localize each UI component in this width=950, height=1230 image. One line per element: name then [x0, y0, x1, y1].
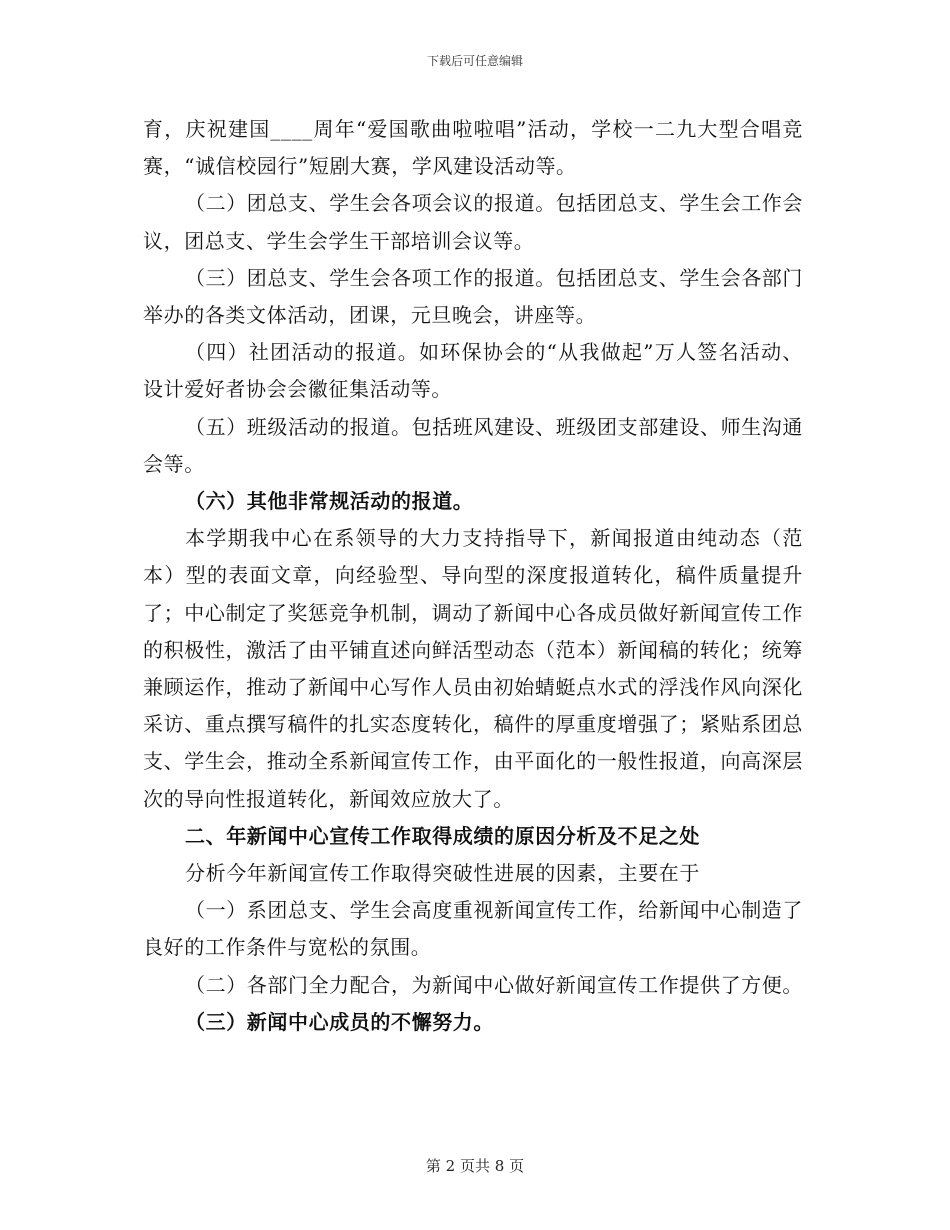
- document-body: [143, 111, 803, 1041]
- paragraph: 分析今年新闻宣传工作取得突破性进展的因素，主要在于: [185, 861, 700, 886]
- paragraph: 本学期我中心在系领导的大力支持指导下，新闻报道由纯动态（范本）型的表面文章，向经验型、导向型的深度报道转化，稿件质量提升了；中心制定了奖惩竞争机制，调动了新闻中心各成员做好新闻宣传工作的积极性，激活了由平铺直述向鲜活型动态（范本）新闻稿的转化；统筹兼顾运作，推动了新闻中心写作人员由初始蜻蜓点水式的浮浅作风向深化采访、重点撰写稿件的扎实态度转化，稿件的厚重度增强了；紧贴系团总支、学生会，推动全系新闻宣传工作，由平面化的一般性报道，向高深层次的导向性报道转化，新闻效应放大了。: [143, 526, 803, 811]
- paragraph: （四）社团活动的报道。如环保协会的“从我做起”万人签名活动、设计爱好者协会会徽征集活动等。: [143, 340, 803, 402]
- paragraph: （五）班级活动的报道。包括班风建设、班级团支部建设、师生沟通会等。: [143, 414, 803, 476]
- page-footer: 第 2 页共 8 页: [425, 1157, 525, 1175]
- paragraph: （二）各部门全力配合，为新闻中心做好新闻宣传工作提供了方便。: [185, 972, 803, 997]
- section-heading: 二、年新闻中心宣传工作取得成绩的原因分析及不足之处: [185, 823, 700, 848]
- section-heading: （三）新闻中心成员的不懈努力。: [185, 1009, 494, 1034]
- section-heading: （六）其他非常规活动的报道。: [185, 489, 474, 514]
- paragraph: 育，庆祝建国____周年“爱国歌曲啦啦唱”活动，学校一二九大型合唱竞赛，“诚信校园行”短剧大赛，学风建设活动等。: [143, 117, 803, 179]
- paragraph: （三）团总支、学生会各项工作的报道。包括团总支、学生会各部门举办的各类文体活动，团课，元旦晚会，讲座等。: [143, 265, 803, 328]
- paragraph: （二）团总支、学生会各项会议的报道。包括团总支、学生会工作会议，团总支、学生会学生干部培训会议等。: [143, 191, 803, 253]
- page-header: 下载后可任意编辑: [426, 54, 523, 68]
- paragraph: （一）系团总支、学生会高度重视新闻宣传工作，给新闻中心制造了良好的工作条件与宽松的氛围。: [143, 898, 803, 960]
